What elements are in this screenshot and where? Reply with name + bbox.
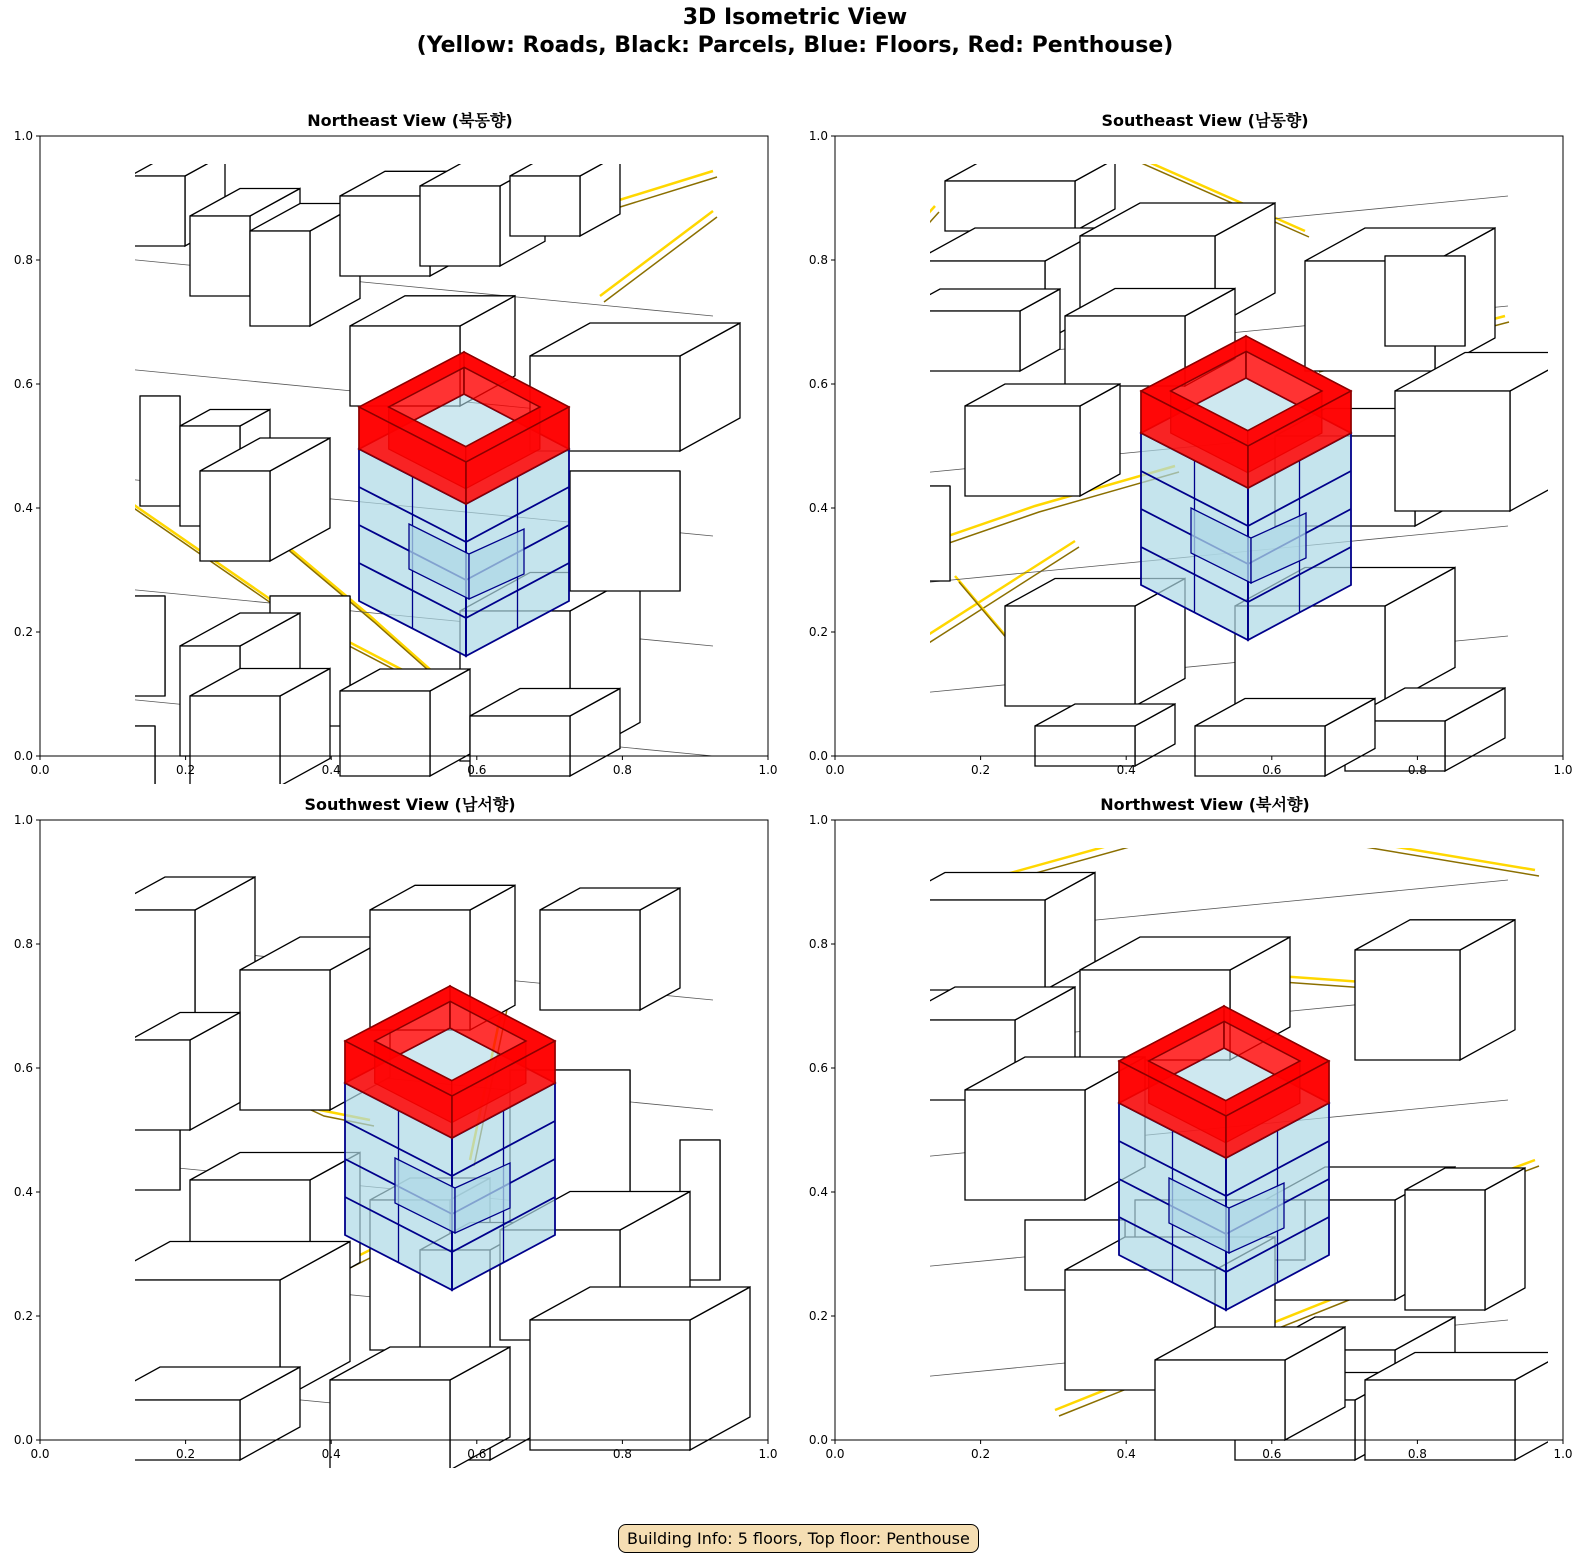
panel-title: Northeast View (북동향) [307, 111, 513, 130]
x-tick-label: 0.4 [321, 763, 341, 777]
y-tick-label: 0.8 [808, 253, 828, 267]
y-tick-label: 0.4 [808, 501, 828, 515]
parcel-front [240, 970, 330, 1110]
parcel-front [1365, 1380, 1515, 1460]
x-tick-label: 0.0 [30, 763, 50, 777]
isometric-plot-southeast [795, 108, 1575, 798]
parcel-front [510, 176, 580, 236]
parcel-front [340, 196, 430, 276]
parcel-front [140, 396, 180, 506]
panel-northeast [0, 108, 780, 798]
x-tick-label: 0.6 [1262, 1447, 1282, 1461]
y-tick-label: 0.0 [808, 1433, 828, 1447]
figure-title [0, 4, 1590, 60]
x-tick-label: 0.2 [176, 1447, 196, 1461]
x-tick-label: 0.8 [612, 763, 632, 777]
x-tick-label: 0.4 [321, 1447, 341, 1461]
parcel-front [250, 231, 310, 326]
panel-southwest [0, 792, 780, 1482]
y-tick-label: 0.8 [13, 937, 33, 951]
scene [890, 830, 1565, 1460]
road-line [890, 206, 935, 256]
parcel-front [885, 486, 950, 581]
parcel-front [1395, 391, 1510, 511]
y-tick-label: 0.0 [13, 1433, 33, 1447]
panel-southeast [795, 108, 1575, 798]
y-tick-label: 0.6 [808, 1061, 828, 1075]
x-tick-label: 0.8 [1407, 1447, 1427, 1461]
parcel-front [95, 596, 165, 696]
y-tick-label: 0.4 [13, 1185, 33, 1199]
y-tick-label: 0.2 [808, 625, 828, 639]
parcel-front [1005, 606, 1135, 706]
parcel-front [1035, 726, 1135, 766]
panel-northwest [795, 792, 1575, 1482]
x-tick-label: 1.0 [1553, 1447, 1573, 1461]
scene [95, 154, 740, 786]
x-tick-label: 0.0 [30, 1447, 50, 1461]
y-tick-label: 0.0 [808, 749, 828, 763]
parcel-front [965, 406, 1080, 496]
y-tick-label: 0.4 [13, 501, 33, 515]
x-tick-label: 0.4 [1116, 763, 1136, 777]
parcel-front [130, 1040, 190, 1130]
scene [95, 877, 750, 1470]
panel-title: Southwest View (남서향) [304, 795, 516, 814]
isometric-plot-northeast [0, 108, 780, 798]
y-tick-label: 0.6 [13, 377, 33, 391]
x-tick-label: 0.0 [825, 763, 845, 777]
road-edge [604, 177, 717, 212]
parcel-front [330, 1380, 450, 1470]
y-tick-label: 0.6 [13, 1061, 33, 1075]
y-tick-label: 0.0 [13, 749, 33, 763]
x-tick-label: 0.6 [1262, 763, 1282, 777]
x-tick-label: 0.2 [971, 763, 991, 777]
parcel-front [1155, 1360, 1285, 1440]
x-tick-label: 0.8 [1407, 763, 1427, 777]
road-edge [604, 217, 717, 302]
x-tick-label: 0.4 [1116, 1447, 1136, 1461]
parcel-front [1355, 950, 1460, 1060]
x-tick-label: 1.0 [1553, 763, 1573, 777]
x-tick-label: 0.6 [467, 763, 487, 777]
parcel-front [540, 910, 640, 1010]
x-tick-label: 1.0 [758, 763, 778, 777]
parcel-front [965, 1090, 1085, 1200]
parcel-front [420, 186, 500, 266]
road-line [600, 211, 713, 296]
figure-title-line1: 3D Isometric View [682, 5, 908, 30]
x-tick-label: 1.0 [758, 1447, 778, 1461]
parcel-front [1065, 316, 1185, 386]
y-tick-label: 1.0 [13, 129, 33, 143]
y-tick-label: 1.0 [13, 813, 33, 827]
scene [885, 156, 1575, 776]
parcel-front [190, 216, 250, 296]
road-line [955, 576, 1010, 641]
isometric-plot-northwest [795, 792, 1575, 1482]
parcel-front [1405, 1190, 1485, 1310]
y-tick-label: 0.6 [808, 377, 828, 391]
y-tick-label: 0.8 [13, 253, 33, 267]
x-tick-label: 0.8 [612, 1447, 632, 1461]
y-tick-label: 0.2 [13, 1309, 33, 1323]
y-tick-label: 0.2 [13, 625, 33, 639]
y-tick-label: 0.2 [808, 1309, 828, 1323]
parcel-front [1195, 726, 1325, 776]
x-tick-label: 0.2 [971, 1447, 991, 1461]
y-tick-label: 0.8 [808, 937, 828, 951]
parcel-front [200, 471, 270, 561]
panel-title: Northwest View (북서향) [1100, 795, 1310, 814]
isometric-plot-southwest [0, 792, 780, 1482]
y-tick-label: 0.4 [808, 1185, 828, 1199]
parcel-front [895, 900, 1045, 990]
x-tick-label: 0.6 [467, 1447, 487, 1461]
parcel-front [900, 311, 1020, 371]
parcel-front [100, 1400, 240, 1460]
parcel-front [190, 696, 280, 786]
panel-title: Southeast View (남동향) [1101, 111, 1309, 130]
figure-title-line2: (Yellow: Roads, Black: Parcels, Blue: Floors, Red: Penthouse) [416, 33, 1174, 58]
building-info-box: Building Info: 5 floors, Top floor: Penthouse [618, 1524, 979, 1553]
y-tick-label: 1.0 [808, 813, 828, 827]
y-tick-label: 1.0 [808, 129, 828, 143]
parcel-front [1385, 256, 1465, 346]
parcel-front [340, 691, 430, 776]
x-tick-label: 0.2 [176, 763, 196, 777]
parcel-front [530, 1320, 690, 1450]
parcel-front [570, 471, 680, 591]
parcel-side [1485, 1168, 1525, 1310]
parcel-front [945, 181, 1075, 231]
parcel-front [130, 176, 185, 246]
x-tick-label: 0.0 [825, 1447, 845, 1461]
